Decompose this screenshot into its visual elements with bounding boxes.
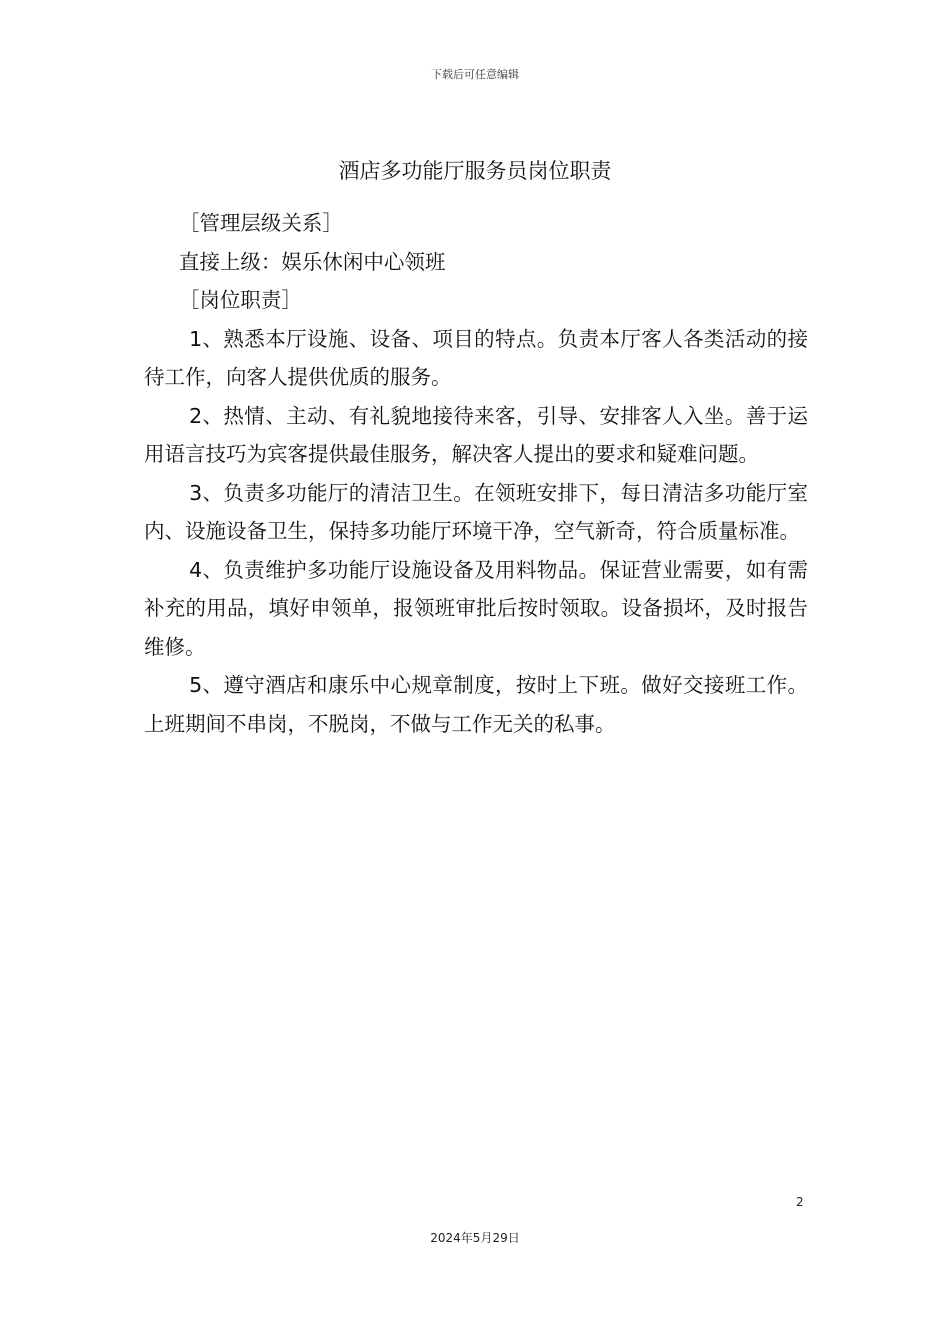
duty-item-5: 5、遵守酒店和康乐中心规章制度，按时上下班。做好交接班工作。上班期间不串岗，不脱岗，不做与工作无关的私事。 xyxy=(144,673,808,736)
duty-item-1: 1、熟悉本厅设施、设备、项目的特点。负责本厅客人各类活动的接待工作，向客人提供优质的服务。 xyxy=(144,326,808,389)
document-title: 酒店多功能厅服务员岗位职责 xyxy=(338,159,612,183)
duty-item-3: 3、负责多功能厅的清洁卫生。在领班安排下，每日清洁多功能厅室内、设施设备卫生，保持多功能厅环境干净，空气新奇，符合质量标准。 xyxy=(144,480,808,543)
page-number: 2 xyxy=(796,1195,804,1209)
section-heading-duties: ［岗位职责］ xyxy=(178,288,302,312)
section-heading-management: ［管理层级关系］ xyxy=(178,211,343,235)
duty-item-4: 4、负责维护多功能厅设施设备及用料物品。保证营业需要，如有需补充的用品，填好申领单，报领班审批后按时领取。设备损坏，及时报告维修。 xyxy=(144,557,808,659)
document-body xyxy=(144,204,808,743)
page-header: 下载后可任意编辑 xyxy=(431,68,519,81)
direct-superior-line: 直接上级：娱乐休闲中心领班 xyxy=(178,249,446,274)
duty-item-2: 2、热情、主动、有礼貌地接待来客，引导、安排客人入坐。善于运用语言技巧为宾客提供最佳服务，解决客人提出的要求和疑难问题。 xyxy=(144,403,808,466)
page-footer-date: 2024年5月29日 xyxy=(430,1231,520,1245)
